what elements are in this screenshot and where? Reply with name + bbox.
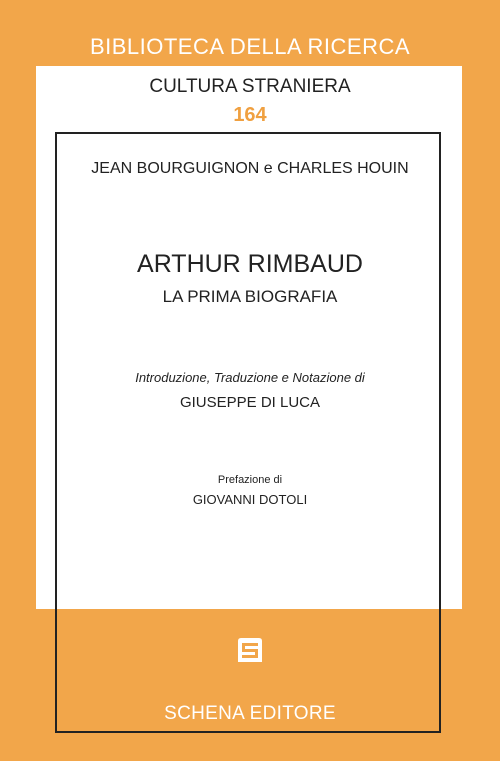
publisher-logo-icon [236, 636, 264, 664]
book-title: ARTHUR RIMBAUD [137, 250, 363, 278]
collection-name: CULTURA STRANIERA [149, 76, 351, 97]
publisher-name: SCHENA EDITORE [164, 703, 336, 724]
authors: JEAN BOURGUIGNON e CHARLES HOUIN [91, 160, 409, 177]
book-subtitle: LA PRIMA BIOGRAFIA [162, 287, 338, 306]
preface-label: Prefazione di [217, 474, 283, 486]
series-title: BIBLIOTECA DELLA RICERCA [89, 34, 411, 59]
preface-name: GIOVANNI DOTOLI [192, 492, 308, 507]
collection-number: 164 [233, 104, 267, 126]
introduction-label: Introduzione, Traduzione e Notazione di [135, 370, 365, 385]
introduction-name: GIUSEPPE DI LUCA [179, 394, 321, 411]
